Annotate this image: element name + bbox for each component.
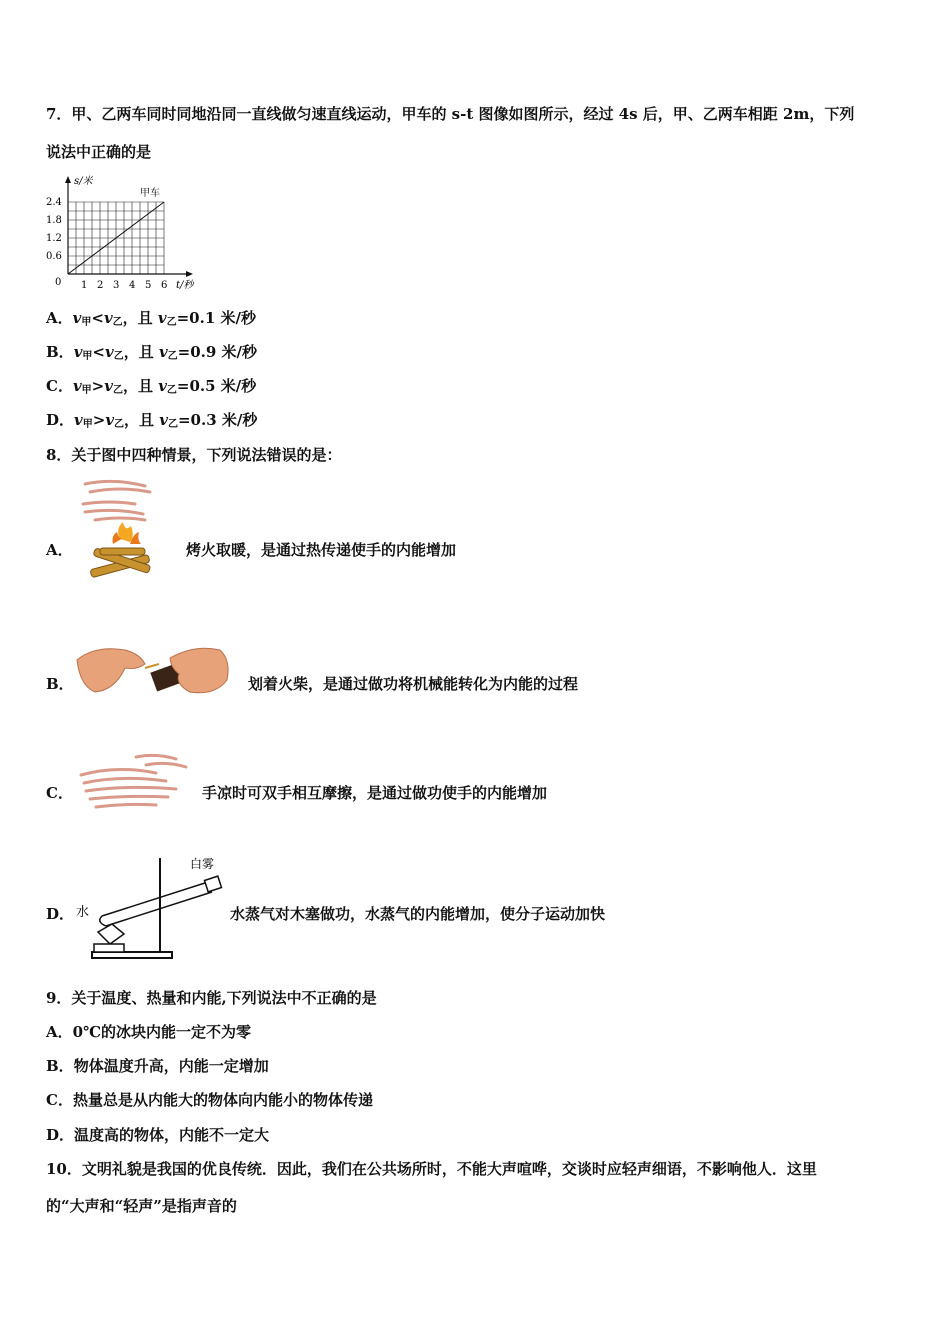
chart-series-label: 甲车 [140, 188, 160, 199]
y-tick-label: 1.2 [46, 233, 62, 244]
y-tick-label: 0.6 [46, 251, 62, 262]
y-axis-arrow [65, 176, 71, 183]
y-tick-label: 2.4 [46, 197, 62, 208]
q8-fig-b-match [75, 640, 235, 700]
q8-option-c-text: 手凉时可双手相互摩擦，是通过做功使手的内能增加 [202, 784, 548, 802]
q7-option-a: A．$v_甲<v_乙$，且 $v_乙=0.1$ 米/秒 [46, 309, 256, 328]
q8-option-b-letter: B． [46, 675, 74, 693]
q8-option-a-letter: A． [46, 541, 73, 559]
logs-icon [90, 548, 151, 578]
q9-option-c: C．热量总是从内能大的物体向内能小的物体传递 [46, 1091, 373, 1109]
q7-stem-line2: 说法中正确的是 [46, 143, 152, 161]
q9-stem: 9．关于温度、热量和内能,下列说法中不正确的是 [46, 989, 377, 1007]
q8-option-d-text: 水蒸气对木塞做功，水蒸气的内能增加，使分子运动加快 [230, 905, 606, 923]
q8-option-b-text: 划着火柴，是通过做功将机械能转化为内能的过程 [248, 675, 579, 693]
hands-icon [83, 481, 150, 520]
q10-stem-line2: 的“大声和“轻声”是指声音的 [46, 1197, 237, 1215]
q8-fig-c-rubbing-hands [76, 745, 196, 815]
fire-icon [113, 522, 142, 544]
q7-option-c: C．$v_甲>v_乙$，且 $v_乙=0.5$ 米/秒 [46, 377, 257, 396]
q9-option-d: D．温度高的物体，内能不一定大 [46, 1126, 270, 1144]
q7-stem-line1: 7．甲、乙两车同时同地沿同一直线做匀速直线运动，甲车的 s-t 图像如图所示，经过 4s 后，甲、乙两车相距 2m，下列 [46, 105, 855, 123]
x-tick-label: 6 [161, 280, 168, 291]
test-tube-icon [100, 882, 212, 926]
q8-option-c-letter: C． [46, 784, 73, 802]
q8-fig-a-campfire [75, 474, 165, 586]
cork-icon [204, 876, 221, 892]
fig-d-label-mist: 白雾 [190, 857, 215, 871]
x-tick-label: 1 [81, 280, 88, 291]
fig-d-label-water: 水 [76, 905, 90, 920]
x-axis-arrow [186, 271, 193, 277]
chart-origin-label: 0 [55, 277, 62, 288]
rubbing-hands-icon [81, 755, 186, 807]
q7-st-chart [40, 172, 200, 292]
q8-fig-d-steam-apparatus [72, 854, 232, 964]
q8-option-a-text: 烤火取暖，是通过热传递使手的内能增加 [186, 541, 457, 559]
burner-icon [94, 924, 124, 952]
q7-option-b: B．$v_甲<v_乙$，且 $v_乙=0.9$ 米/秒 [46, 343, 258, 362]
q8-option-d-letter: D． [46, 905, 75, 923]
x-tick-label: 4 [129, 280, 136, 291]
left-hand-icon [77, 649, 145, 692]
chart-x-label: t/秒 [176, 280, 194, 291]
q8-stem: 8．关于图中四种情景，下列说法错误的是： [46, 446, 342, 464]
x-tick-label: 2 [97, 280, 104, 291]
chart-y-label: s/米 [74, 176, 93, 187]
q7-option-d: D．$v_甲>v_乙$，且 $v_乙=0.3$ 米/秒 [46, 411, 258, 430]
q10-stem-line1: 10．文明礼貌是我国的优良传统．因此，我们在公共场所时，不能大声喧哗，交谈时应轻声细语，不影响他人．这里 [46, 1160, 817, 1178]
q9-option-b: B．物体温度升高，内能一定增加 [46, 1057, 269, 1075]
x-tick-label: 5 [145, 280, 152, 291]
right-hand-icon [170, 648, 228, 693]
y-tick-label: 1.8 [46, 215, 62, 226]
q9-option-a: A．0℃的冰块内能一定不为零 [46, 1023, 252, 1041]
x-tick-label: 3 [113, 280, 120, 291]
